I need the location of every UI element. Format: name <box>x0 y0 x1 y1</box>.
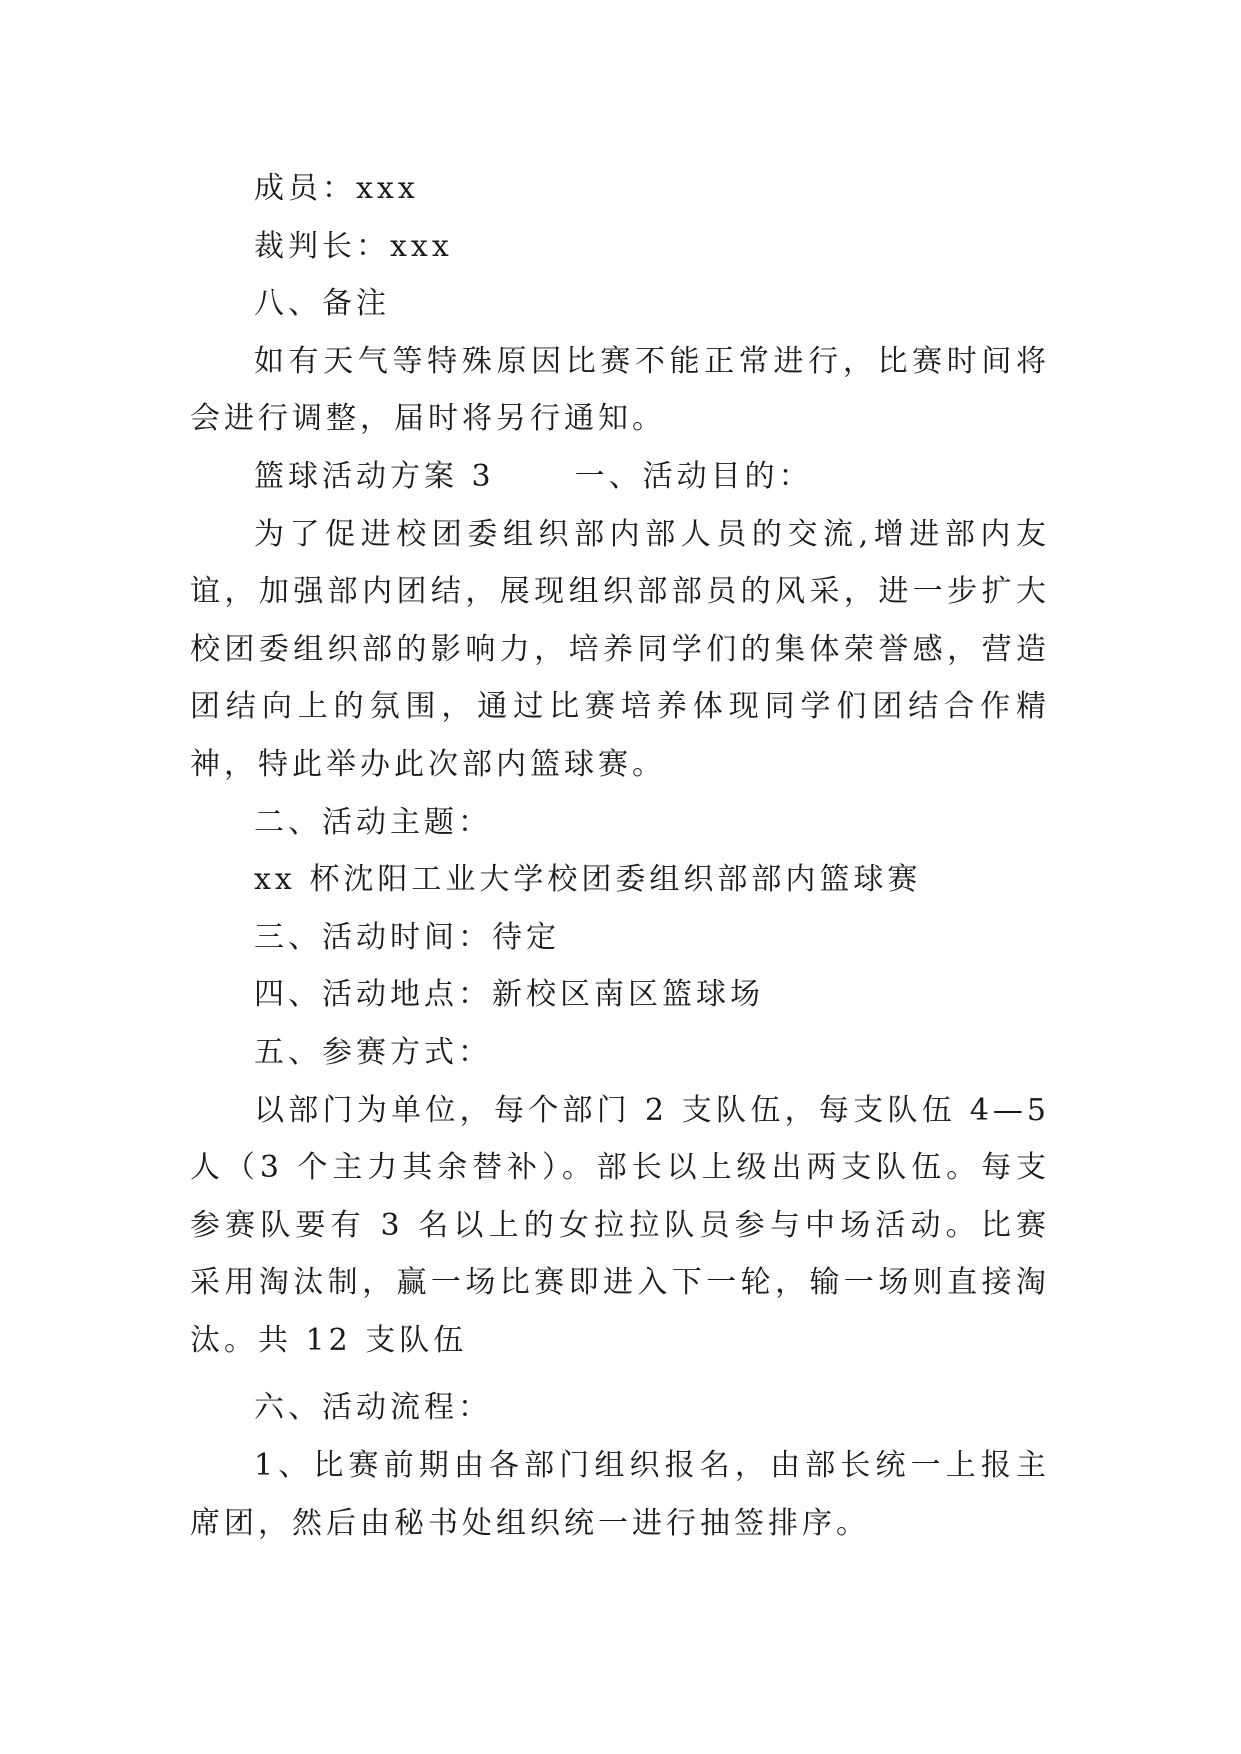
location-line: 四、活动地点：新校区南区篮球场 <box>254 977 764 1013</box>
section-heading-remarks: 八、备注 <box>254 286 390 322</box>
section-heading-process: 六、活动流程： <box>254 1390 492 1426</box>
remarks-paragraph: 如有天气等特殊原因比赛不能正常进行，比赛时间将会进行调整，届时将另行通知。 <box>190 343 1050 437</box>
document-body <box>190 160 1050 1552</box>
process-step-1: 1、比赛前期由各部门组织报名，由部长统一上报主席团，然后由秘书处组织统一进行抽签排序。 <box>190 1448 1050 1541</box>
time-line: 三、活动时间：待定 <box>254 919 560 955</box>
format-paragraph: 以部门为单位，每个部门 2 支队伍，每支队伍 4—5 人（3 个主力其余替补）。部长以上级出两支队伍。每支参赛队要有 3 名以上的女拉拉队员参与中场活动。比赛采用淘汰制，赢一场比赛即进入下一轮，输一场则直接淘汰。共 12 支队伍 <box>190 1092 1050 1358</box>
section-heading-theme: 二、活动主题： <box>254 804 492 840</box>
theme-text: xx 杯沈阳工业大学校团委组织部部内篮球赛 <box>254 862 922 898</box>
plan-title-line <box>190 448 1050 506</box>
section-heading-purpose: 一、活动目的： <box>574 458 813 494</box>
plan-title: 篮球活动方案 3 <box>254 458 495 494</box>
purpose-paragraph: 为了促进校团委组织部内部人员的交流,增进部内友谊，加强部内团结，展现组织部部员的风采，进一步扩大校团委组织部的影响力，培养同学们的集体荣誉感，营造团结向上的氛围，通过比赛培养体现同学们团结合作精神，特此举办此次部内篮球赛。 <box>190 516 1050 782</box>
section-heading-format: 五、参赛方式： <box>254 1034 492 1070</box>
members-line: 成员：xxx <box>254 171 419 206</box>
chief-referee-line: 裁判长：xxx <box>254 228 453 264</box>
